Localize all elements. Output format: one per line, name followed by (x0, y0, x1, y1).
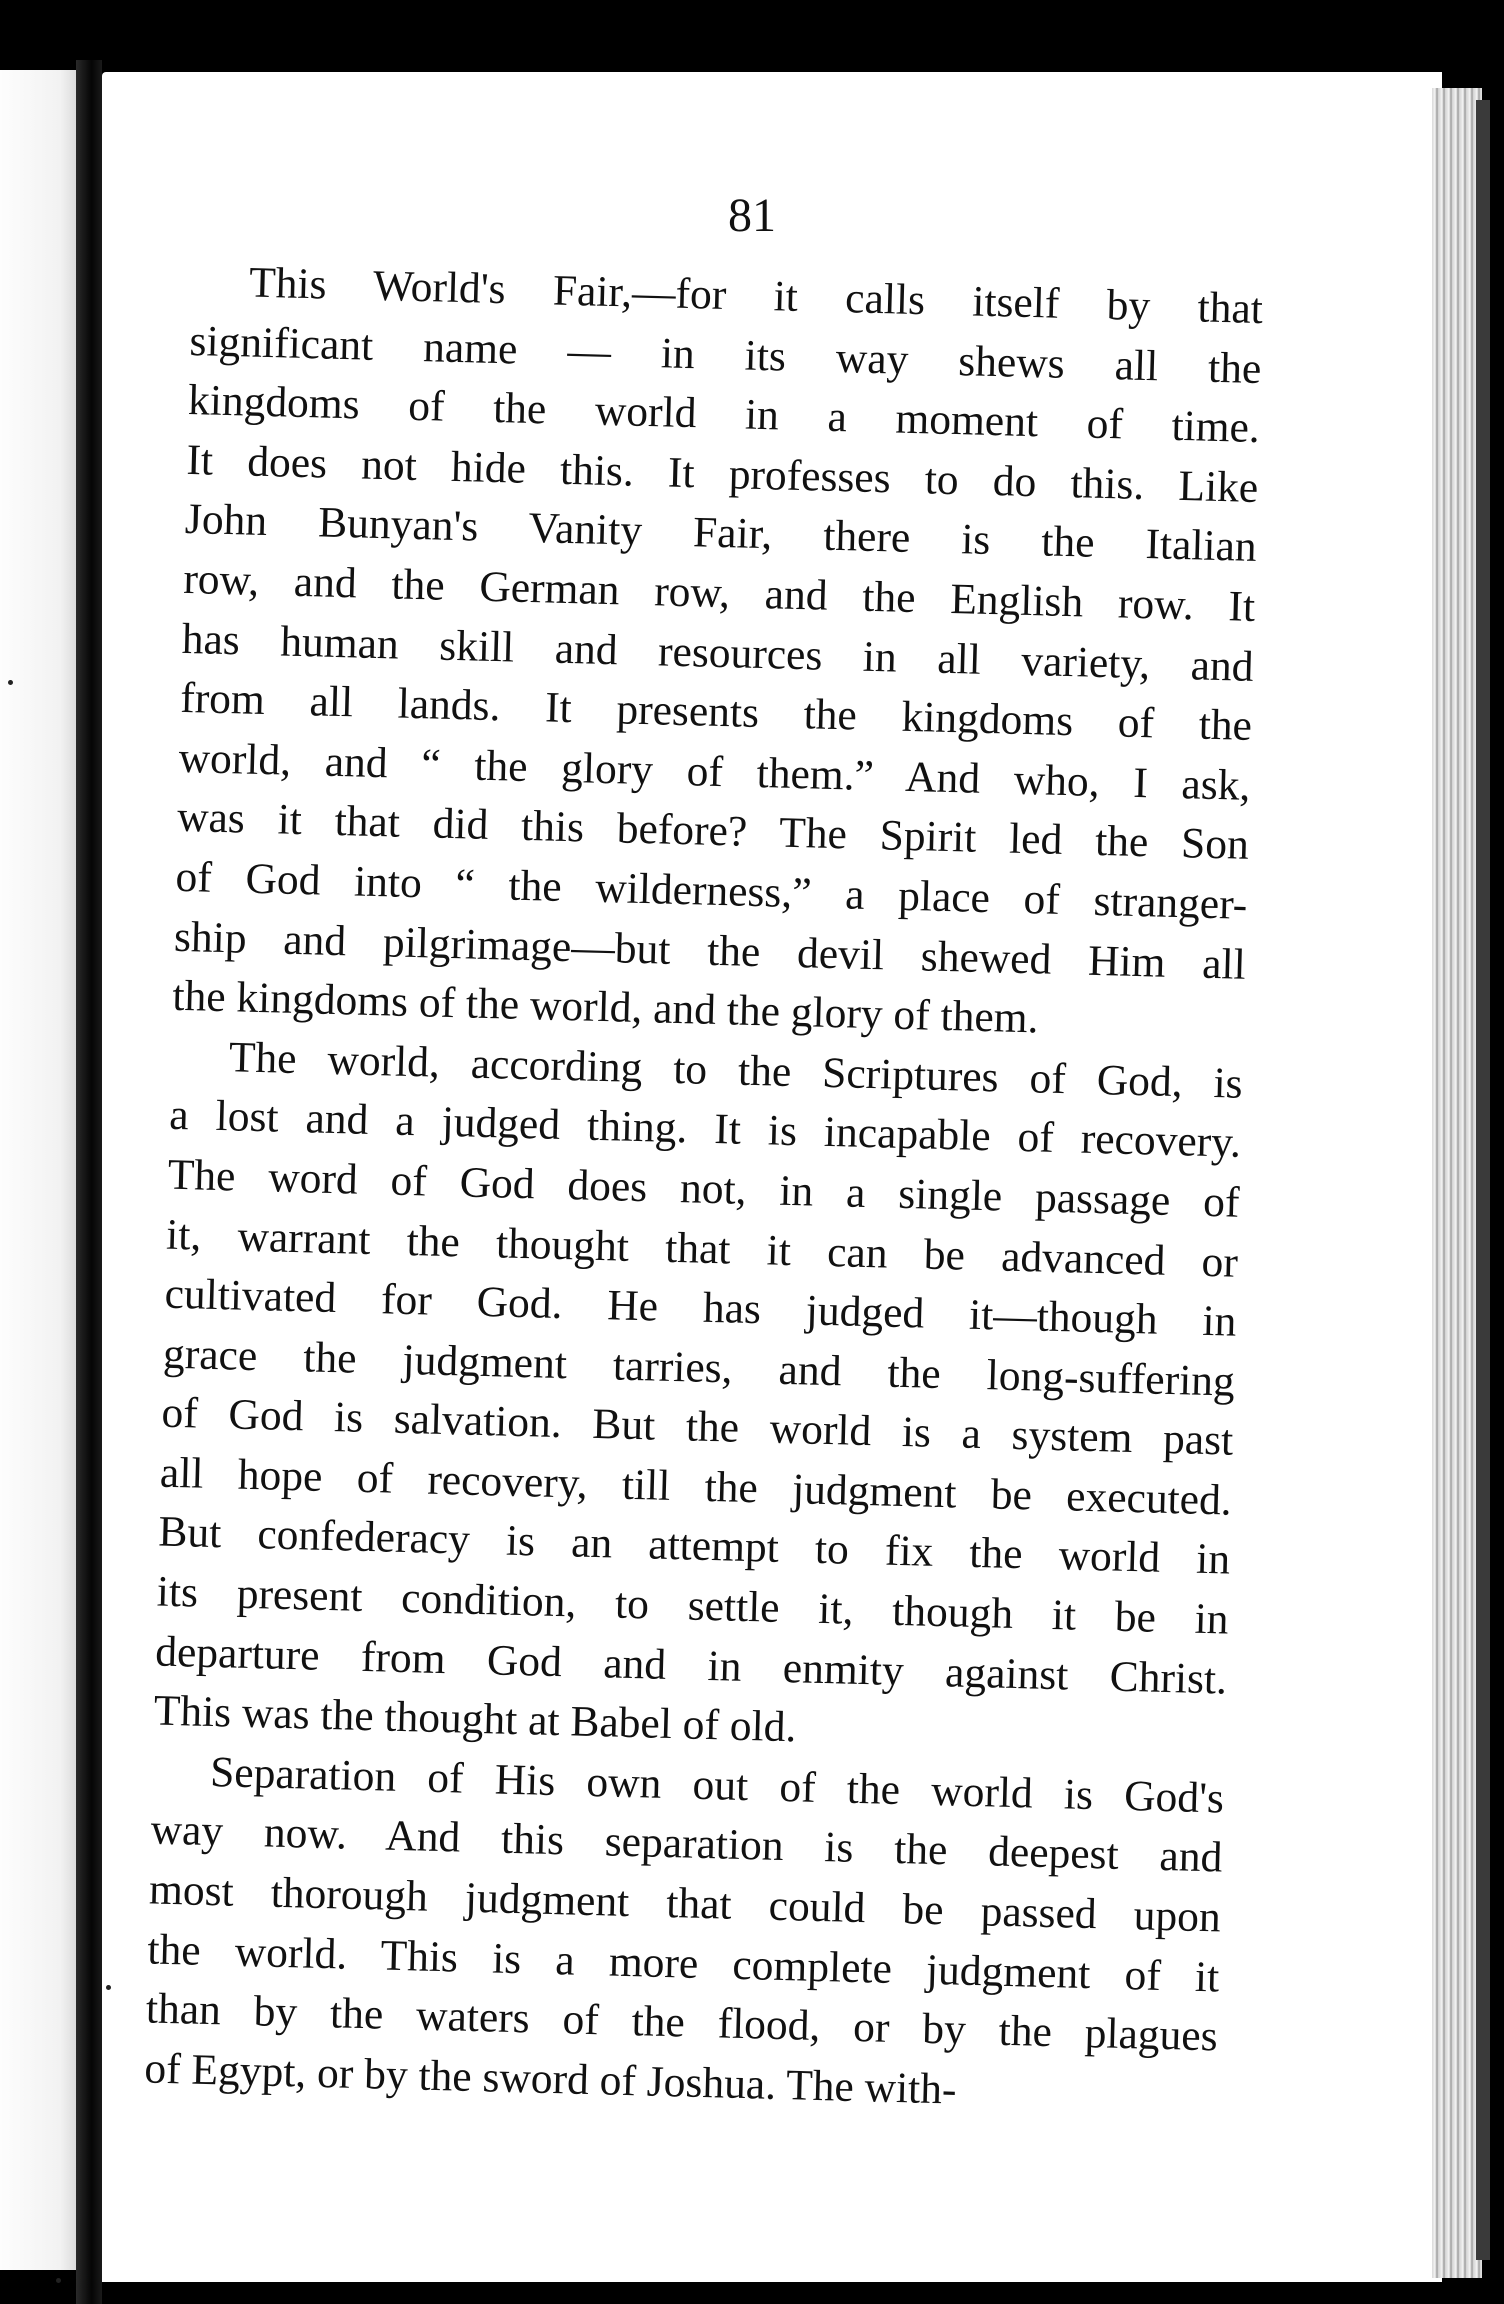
text-line: was it that did this before? The Spirit led the Son (176, 793, 1250, 870)
text-line: it, warrant the thought that it can be advanced or (165, 1210, 1239, 1287)
scan-speck (106, 1985, 111, 1990)
text-line: world, and “ the glory of them.” And who, I ask, (178, 733, 1252, 810)
text-line: its present condition, to settle it, though it be in (156, 1567, 1230, 1644)
text-line: This was the thought at Babel of old. (153, 1686, 797, 1752)
page-number: 81 (728, 189, 776, 242)
text-line: has human skill and resources in all variety, and (181, 614, 1255, 691)
text-line: than by the waters of the flood, or by the plagues (145, 1984, 1219, 2061)
text-line: departure from God and in enmity against Christ. (154, 1627, 1228, 1704)
text-line: This World's Fair,—for it calls itself by that (248, 258, 1264, 334)
text-line: from all lands. It presents the kingdoms of the (179, 674, 1253, 751)
facing-page-edge (0, 70, 86, 2270)
text-line: way now. And this separation is the deepest and (150, 1805, 1223, 1882)
paragraph (153, 1026, 1243, 1769)
text-line: But confederacy is an attempt to fix the world in (157, 1508, 1231, 1585)
text-line: The word of God does not, in a single passage of (167, 1150, 1241, 1227)
page-stack-edge (1432, 88, 1482, 2278)
book-gutter (76, 60, 102, 2304)
text-line: of God into “ the wilderness,” a place of stranger- (175, 852, 1248, 929)
text-line: the world. This is a more complete judgment of it (146, 1925, 1220, 2002)
text-line: grace the judgment tarries, and the long-suffering (162, 1329, 1236, 1406)
text-line: The world, according to the Scriptures of God, is (228, 1032, 1244, 1108)
text-line: most thorough judgment that could be passed upon (148, 1865, 1222, 1942)
page-body-text (144, 252, 1264, 2127)
text-line: Separation of His own out of the world is God's (209, 1747, 1225, 1823)
scan-speck (56, 2278, 61, 2283)
text-line: of God is salvation. But the world is a system past (160, 1388, 1234, 1465)
text-line: kingdoms of the world in a moment of time. (187, 376, 1261, 453)
text-line: It does not hide this. It professes to do this. Like (185, 435, 1259, 512)
text-line: of Egypt, or by the sword of Joshua. The with- (143, 2044, 958, 2114)
text-line: all hope of recovery, till the judgment be executed. (159, 1448, 1233, 1525)
paragraph (172, 252, 1264, 1055)
text-line: ship and pilgrimage—but the devil shewed Him all (173, 912, 1247, 989)
scan-speck (8, 680, 13, 685)
text-line: cultivated for God. He has judged it—though in (164, 1269, 1237, 1346)
page-stack-shadow (1476, 100, 1490, 2260)
text-line: a lost and a judged thing. It is incapable of recovery. (168, 1091, 1242, 1168)
text-line: significant name — in its way shews all the (189, 316, 1262, 393)
text-line: John Bunyan's Vanity Fair, there is the Italian (184, 495, 1258, 572)
paragraph (144, 1741, 1225, 2127)
text-line: row, and the German row, and the English row. It (182, 554, 1256, 631)
text-line: the kingdoms of the world, and the glory of them. (171, 971, 1040, 1043)
